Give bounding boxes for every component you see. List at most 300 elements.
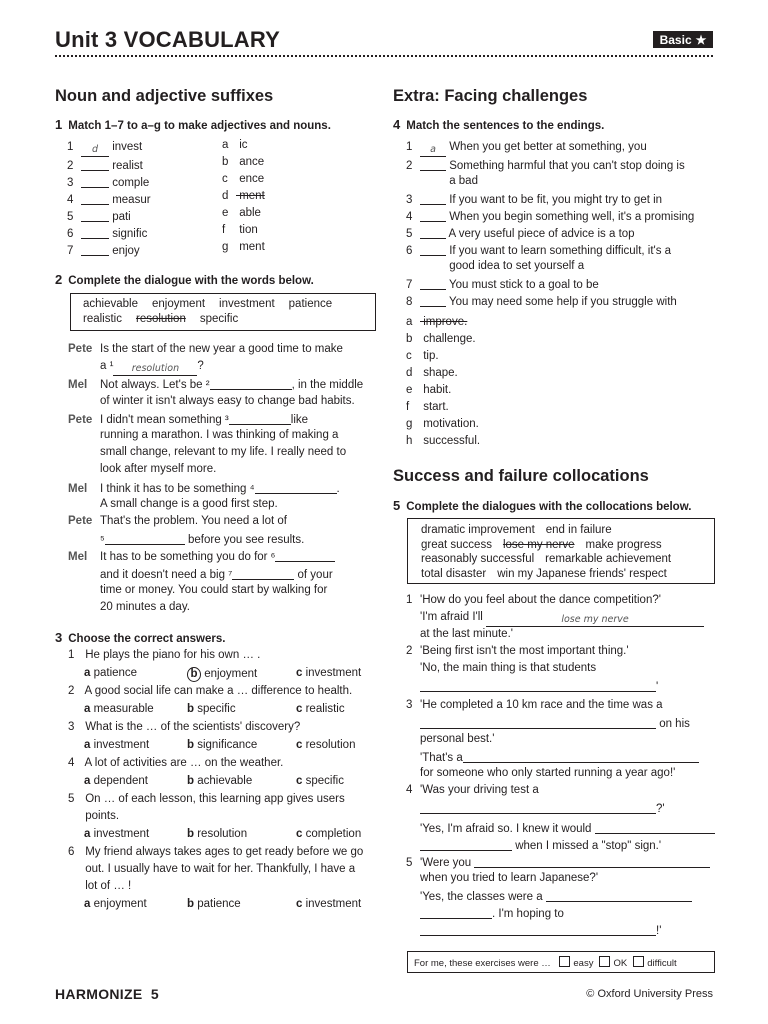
item-word: invest <box>109 141 143 153</box>
collocation: win my Japanese friends' respect <box>497 567 667 580</box>
ex4-item <box>406 260 584 272</box>
dialogue-text: like <box>290 413 309 426</box>
option-letter: b <box>187 703 195 715</box>
dialogue-line <box>68 601 190 613</box>
option-text: dependent <box>90 775 148 787</box>
answer-blank[interactable] <box>81 226 109 239</box>
checkbox[interactable] <box>559 956 570 967</box>
dialogue-line <box>68 515 287 527</box>
ending-text: ance <box>236 156 265 168</box>
dialogue-number: 2 <box>406 645 413 657</box>
ex1-ending <box>222 224 258 236</box>
option-c <box>296 703 345 715</box>
option-a <box>84 775 148 787</box>
question-stem: A lot of activities are … on the weather. <box>82 757 284 769</box>
answer-blank[interactable] <box>81 243 109 256</box>
ending-letter: b <box>222 156 229 168</box>
dialogue-text: !' <box>656 925 662 937</box>
feedback-option-difficult: difficult <box>647 958 677 969</box>
question-number: 5 <box>68 793 75 805</box>
option-letter: c <box>296 739 303 751</box>
answer-blank[interactable] <box>275 549 335 562</box>
section-title-suffixes: Noun and adjective suffixes <box>55 87 274 105</box>
feedback-box <box>407 951 715 973</box>
collocation: reasonably successful <box>421 553 535 565</box>
dialogue-text: 20 minutes a day. <box>100 601 190 613</box>
section-title-collocations: Success and failure collocations <box>393 467 649 485</box>
dialogue-text: when I missed a "stop" sign.' <box>512 840 662 852</box>
ex1-ending <box>222 190 265 202</box>
ending-text: challenge. <box>420 333 476 345</box>
collocation-row <box>421 523 682 538</box>
dialogue-text: personal best.' <box>420 733 495 745</box>
speaker-name: Mel <box>68 482 88 495</box>
option-a <box>84 898 147 910</box>
answer-blank[interactable] <box>420 209 446 222</box>
item-text: When you begin something well, it's a promising <box>446 211 695 223</box>
collocation: end in failure <box>545 524 612 536</box>
ending-text: tip. <box>420 350 439 362</box>
badge-label: Basic <box>659 32 692 47</box>
answer-blank[interactable] <box>420 226 446 239</box>
item-text: If you want to be fit, you might try to get in <box>446 194 663 206</box>
answer-blank[interactable] <box>420 906 492 919</box>
dialogue-line <box>68 446 346 458</box>
ex1-ending <box>222 173 264 185</box>
ending-text: motivation. <box>420 418 479 430</box>
dialogue-text: before you see results. <box>184 534 305 547</box>
item-number: 1 <box>67 141 74 153</box>
answer-blank[interactable] <box>81 192 109 205</box>
item-number: 6 <box>67 228 74 240</box>
circled-answer: b <box>187 667 201 682</box>
ex1-item <box>67 175 149 189</box>
dialogue-line <box>68 481 340 495</box>
ex1-ending <box>222 139 248 151</box>
answer-blank[interactable] <box>420 294 446 307</box>
ex4-ending <box>406 384 451 396</box>
option-text: specific <box>194 703 236 715</box>
question-stem: lot of … ! <box>82 880 132 892</box>
option-letter: c <box>296 703 303 715</box>
dialogue-number: 3 <box>406 699 413 711</box>
question-text <box>68 880 131 892</box>
feedback-label: For me, these exercises were … <box>414 958 551 969</box>
collocation-row <box>421 538 682 553</box>
ending-letter: c <box>222 173 228 185</box>
question-text <box>68 685 352 697</box>
speaker-name: Mel <box>68 379 88 392</box>
answer-blank[interactable] <box>81 209 109 222</box>
answer-blank[interactable]: lose my nerve <box>486 614 704 627</box>
answer-blank[interactable]: a <box>420 144 446 157</box>
answer-blank[interactable] <box>420 716 656 729</box>
dialogue-text: 'Were you <box>420 857 475 869</box>
ex2-word-box <box>70 293 376 331</box>
ending-letter: g <box>222 241 229 253</box>
dialogue-text: It has to be something you do for ⁶ <box>100 551 276 564</box>
ex5-line <box>406 750 699 764</box>
item-number: 2 <box>67 160 74 172</box>
item-text: When you get better at something, you <box>446 141 647 153</box>
ending-letter: f <box>222 224 226 236</box>
dialogue-line <box>68 498 278 510</box>
answer-blank[interactable] <box>420 158 446 171</box>
option-text: patience <box>194 898 241 910</box>
ending-text: habit. <box>420 384 452 396</box>
answer-blank[interactable] <box>420 801 656 814</box>
question-stem: He plays the piano for his own … . <box>82 649 261 661</box>
dialogue-text: Is the start of the new year a good time to make <box>100 343 343 355</box>
question-text <box>68 863 355 875</box>
option-text: measurable <box>90 703 154 715</box>
ex1-item <box>67 243 140 257</box>
option-text: investment <box>302 667 362 679</box>
dialogue-text: 'Yes, I'm afraid so. I knew it would <box>420 823 595 835</box>
item-text: Something harmful that you can't stop doing is <box>446 160 685 172</box>
ex4-ending <box>406 316 467 328</box>
option-c <box>296 828 361 840</box>
question-text <box>68 721 300 733</box>
ex1-item <box>67 226 147 240</box>
option-letter: c <box>296 775 303 787</box>
option-letter: a <box>84 898 91 910</box>
option-text: completion <box>302 828 362 840</box>
option-letter: a <box>84 703 91 715</box>
question-number: 2 <box>68 685 75 697</box>
ex4-item <box>406 226 635 240</box>
dialogue-number: 4 <box>406 784 413 796</box>
dialogue-text: I think it has to be something ⁴ <box>100 482 255 495</box>
ex1-ending <box>222 156 264 168</box>
item-word: enjoy <box>109 245 140 257</box>
ex4-item <box>406 294 677 308</box>
option-letter: a <box>84 739 91 751</box>
box-word: resolution <box>135 313 186 325</box>
ex5-line <box>406 923 661 937</box>
collocation-row <box>421 567 682 582</box>
dialogue-text: That's the problem. You need a lot of <box>100 515 287 527</box>
ending-text: improve. <box>420 316 468 328</box>
answer-blank[interactable] <box>210 377 292 390</box>
option-letter: a <box>84 775 91 787</box>
dialogue-text: of winter it isn't always easy to change bad habits. <box>100 394 355 407</box>
item-number: 7 <box>67 245 74 257</box>
answer-blank[interactable] <box>463 750 699 763</box>
ex4-item <box>406 209 694 223</box>
item-word: comple <box>109 177 150 189</box>
ex5-line <box>406 801 665 815</box>
box-word: specific <box>199 313 239 325</box>
ending-text: ment <box>236 190 265 202</box>
dialogue-line <box>68 532 304 546</box>
collocation: make progress <box>585 538 662 551</box>
dialogue-text: ' <box>656 681 659 693</box>
option-c <box>296 775 344 787</box>
item-text: good idea to set yourself a <box>446 260 585 272</box>
option-text: realistic <box>302 703 345 715</box>
item-number: 5 <box>67 211 74 223</box>
option-letter: b <box>187 898 195 910</box>
dialogue-line <box>68 412 308 426</box>
answer-blank[interactable]: d <box>81 144 109 157</box>
dialogue-text: and it doesn't need a big ⁷ <box>100 568 233 581</box>
box-word: investment <box>219 298 275 310</box>
section-title-facing-challenges: Extra: Facing challenges <box>393 87 588 105</box>
dialogue-text: ? <box>197 360 204 373</box>
answer-blank[interactable] <box>229 412 291 425</box>
option-b <box>187 775 252 787</box>
ex5-line <box>406 855 710 869</box>
dialogue-line <box>68 549 335 563</box>
ending-text: start. <box>420 401 449 413</box>
dialogue-text: . <box>336 482 340 495</box>
ending-letter: a <box>222 139 229 151</box>
option-letter: a <box>84 828 91 840</box>
item-word: realist <box>109 160 143 172</box>
ending-letter: a <box>406 316 413 328</box>
dialogue-text: 'Yes, the classes were a <box>420 891 546 903</box>
checkbox[interactable] <box>599 956 610 967</box>
box-word: realistic <box>83 313 122 325</box>
option-text: investment <box>90 828 150 840</box>
answer-blank[interactable] <box>255 481 337 494</box>
collocation-row <box>421 552 682 567</box>
ex5-line <box>406 662 596 674</box>
option-letter: a <box>84 667 91 679</box>
question-stem: A good social life can make a … difference to health. <box>82 685 353 697</box>
collocation: lose my nerve <box>502 538 575 551</box>
ex2-instruction: 2 Complete the dialogue with the words below. <box>55 272 314 287</box>
option-text: achievable <box>194 775 253 787</box>
level-badge <box>653 31 713 48</box>
dialogue-text: of your <box>294 568 333 581</box>
item-text: You may need some help if you struggle with <box>446 296 677 308</box>
question-text <box>68 810 119 822</box>
ex4-ending <box>406 333 476 345</box>
ex5-line <box>406 594 661 606</box>
answer-blank[interactable] <box>420 679 659 693</box>
option-text: specific <box>302 775 344 787</box>
answer-blank[interactable] <box>420 838 512 851</box>
option-letter: c <box>296 667 303 679</box>
ex4-instruction: 4 Match the sentences to the endings. <box>393 117 605 132</box>
option-b <box>187 703 236 715</box>
option-letter: b <box>187 828 195 840</box>
answer-blank[interactable] <box>546 889 692 902</box>
ending-text: ic <box>236 139 248 151</box>
box-word: enjoyment <box>151 298 206 310</box>
ending-letter: e <box>222 207 229 219</box>
item-number: 3 <box>67 177 74 189</box>
dialogue-text: , in the middle <box>291 379 364 392</box>
dialogue-line <box>68 463 216 475</box>
ex4-item <box>406 141 647 157</box>
question-text <box>68 757 283 769</box>
ex4-item <box>406 243 671 257</box>
ex3-instruction: 3 Choose the correct answers. <box>55 630 226 645</box>
item-number: 8 <box>406 296 413 308</box>
ending-letter: d <box>406 367 413 379</box>
answer-blank[interactable] <box>81 158 109 171</box>
header-divider <box>55 55 713 57</box>
ex5-line <box>406 906 564 920</box>
dialogue-text: small change, relevant to my life. I really need to <box>100 446 347 459</box>
dialogue-line <box>68 360 204 376</box>
ex4-ending <box>406 418 479 430</box>
dialogue-text: a ¹ <box>100 360 114 373</box>
ending-letter: h <box>406 435 413 447</box>
ex4-ending <box>406 350 439 362</box>
item-text: You must stick to a goal to be <box>446 279 599 291</box>
option-a <box>84 667 137 679</box>
dialogue-text: look after myself more. <box>100 463 217 476</box>
ex1-instruction: 1 Match 1–7 to a–g to make adjectives and nouns. <box>55 117 331 132</box>
ex4-item <box>406 277 599 291</box>
option-text: resolution <box>194 828 248 840</box>
collocation: dramatic improvement <box>421 524 535 536</box>
answer-blank[interactable] <box>232 567 294 580</box>
option-c <box>296 898 361 910</box>
question-number: 4 <box>68 757 75 769</box>
item-number: 6 <box>406 245 413 257</box>
answer-blank[interactable] <box>474 855 710 868</box>
option-text: resolution <box>302 739 356 751</box>
ex1-item <box>67 141 142 157</box>
item-number: 4 <box>67 194 74 206</box>
dialogue-text: when you tried to learn Japanese?' <box>420 872 599 884</box>
ex4-item <box>406 192 662 206</box>
item-text: If you want to learn something difficult, it's a <box>446 245 672 257</box>
item-number: 5 <box>406 228 413 240</box>
question-stem: What is the … of the scientists' discovery? <box>82 721 301 733</box>
option-letter: b <box>187 739 195 751</box>
ending-text: shape. <box>420 367 458 379</box>
feedback-option-ok: OK <box>613 958 628 969</box>
ending-letter: c <box>406 350 412 362</box>
collocation: total disaster <box>421 567 487 580</box>
checkbox[interactable] <box>633 956 644 967</box>
dialogue-text: 'Was your driving test a <box>420 784 539 796</box>
speaker-name: Pete <box>68 413 93 426</box>
item-text: a bad <box>446 175 478 187</box>
ending-text: able <box>236 207 261 219</box>
ex5-line <box>406 733 494 745</box>
answer-blank[interactable] <box>420 923 656 936</box>
ex5-instruction: 5 Complete the dialogues with the collocations below. <box>393 498 692 513</box>
dialogue-line <box>68 567 333 581</box>
item-number: 2 <box>406 160 413 172</box>
option-c <box>296 739 355 751</box>
answer-blank[interactable] <box>420 192 446 205</box>
option-a <box>84 828 149 840</box>
answer-blank[interactable] <box>595 821 715 834</box>
ex5-line <box>406 872 598 884</box>
option-text: enjoyment <box>90 898 147 910</box>
ex5-line <box>406 716 690 730</box>
dialogue-text: Not always. Let's be ² <box>100 379 210 392</box>
dialogue-text: ?' <box>656 803 665 815</box>
dialogue-text: time or money. You could start by walking for <box>100 583 328 596</box>
footer-brand: HARMONIZE 5 <box>55 986 159 1002</box>
footer-copyright: © Oxford University Press <box>586 988 713 1000</box>
ending-letter: f <box>406 401 410 413</box>
option-b <box>187 898 241 910</box>
option-letter: c <box>296 828 303 840</box>
ex1-item <box>67 192 151 206</box>
dialogue-text: 'No, the main thing is that students <box>420 662 597 674</box>
ex4-item <box>406 158 685 172</box>
answer-blank[interactable]: resolution <box>113 363 197 376</box>
ex5-collocation-box <box>407 518 715 584</box>
ex5-line <box>406 889 692 903</box>
option-letter: b <box>187 775 195 787</box>
collocation: great success <box>421 538 492 551</box>
answer-blank[interactable] <box>81 175 109 188</box>
dialogue-text: 'Being first isn't the most important thing.' <box>420 645 629 657</box>
ending-letter: e <box>406 384 413 396</box>
dialogue-text: 'I'm afraid I'll <box>420 611 487 623</box>
question-number: 3 <box>68 721 75 733</box>
ending-letter: g <box>406 418 413 430</box>
star-icon: ★ <box>695 32 707 47</box>
answer-blank[interactable] <box>105 532 185 545</box>
question-text <box>68 793 345 805</box>
dialogue-text: 'That's a <box>420 752 463 764</box>
item-number: 3 <box>406 194 413 206</box>
ex5-line <box>406 611 704 627</box>
option-text: significance <box>194 739 258 751</box>
ex4-ending <box>406 367 458 379</box>
item-number: 4 <box>406 211 413 223</box>
ending-letter: d <box>222 190 229 202</box>
speaker-name: Pete <box>68 343 93 355</box>
answer-blank[interactable] <box>420 277 446 290</box>
unit-title: Unit 3 VOCABULARY <box>55 27 281 52</box>
box-word: patience <box>288 298 333 310</box>
dialogue-line <box>68 377 363 391</box>
dialogue-text: 'He completed a 10 km race and the time was a <box>420 699 663 711</box>
dialogue-text: running a marathon. I was thinking of making a <box>100 429 339 441</box>
item-number: 1 <box>406 141 413 153</box>
question-text <box>68 846 363 858</box>
ex5-line <box>406 679 658 693</box>
question-stem: out. I usually have to wait for her. Thankfully, I have a <box>82 863 356 875</box>
dialogue-text: for someone who only started running a year ago!' <box>420 767 676 779</box>
dialogue-text: . I'm hoping to <box>492 908 564 920</box>
option-c <box>296 667 361 679</box>
option-text: investment <box>90 739 150 751</box>
dialogue-number: 1 <box>406 594 413 606</box>
dialogue-text: ⁵ <box>100 534 105 547</box>
option-a <box>84 739 149 751</box>
ex5-line <box>406 628 513 640</box>
item-word: signific <box>109 228 148 240</box>
ex5-line <box>406 821 715 835</box>
speaker-name: Pete <box>68 515 93 527</box>
speaker-name: Mel <box>68 551 88 564</box>
question-stem: points. <box>82 810 120 822</box>
ex4-ending <box>406 401 449 413</box>
ending-text: successful. <box>420 435 481 447</box>
answer-blank[interactable] <box>420 243 446 256</box>
dialogue-line <box>68 429 338 441</box>
ex5-line <box>406 767 675 779</box>
ex5-line <box>406 645 629 657</box>
ex4-ending <box>406 435 480 447</box>
question-stem: On … of each lesson, this learning app gives users <box>82 793 345 805</box>
dialogue-line <box>68 395 355 407</box>
